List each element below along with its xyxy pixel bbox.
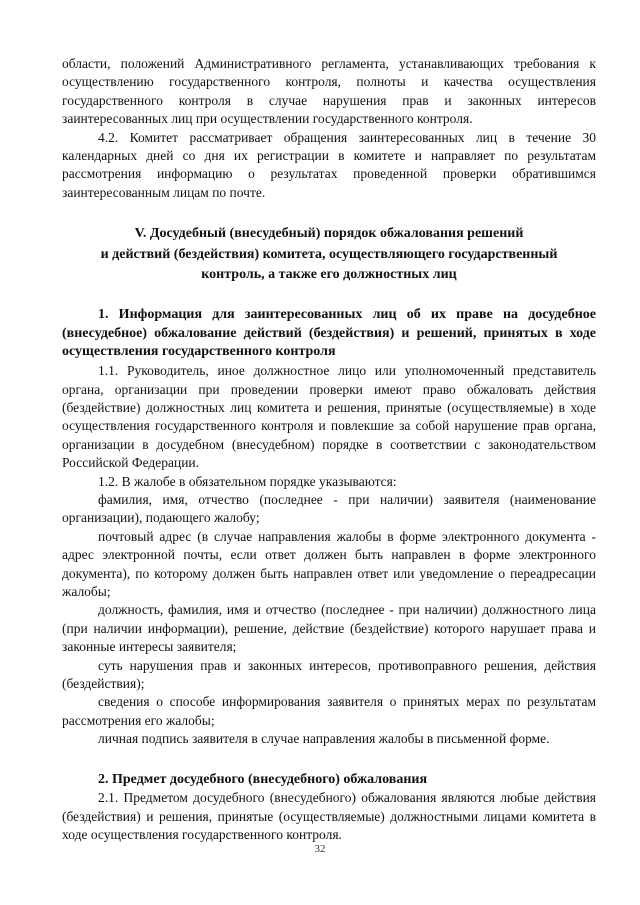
paragraph-1-1: 1.1. Руководитель, иное должностное лицо или уполномоченный представитель органа, организации при проведении проверки имеют право обжаловать действия (бездействие) должностных лиц комитета и решения, принятые (осуществляемые) в ходе осуществления государственного контроля и повлекшие за собой нарушение прав органа, организации в досудебном (внесудебном) порядке в соответствии с законодательством Российской Федерации. <box>62 363 596 471</box>
list-item-postal-address: почтовый адрес (в случае направления жалобы в форме электронного документа - адрес электронной почты, если ответ должен быть направлен в форме электронного документа), по которому должен быть направлен ответ или уведомление о переадресации жалобы; <box>62 528 596 600</box>
list-item-notification-method: сведения о способе информирования заявителя о принятых мерах по результатам рассмотрения его жалобы; <box>62 694 596 728</box>
section-title-line: контроль, а также его должностных лиц <box>201 267 457 283</box>
intro-paragraph-4-2: 4.2. Комитет рассматривает обращения заинтересованных лиц в течение 30 календарных дней со дня их регистрации в комитете и направляет по результатам рассмотрения информацию о результатах проведенной проверки обратившимся заинтересованным лицам по почте. <box>62 129 596 200</box>
paragraph-1-2: 1.2. В жалобе в обязательном порядке указываются: <box>98 473 397 489</box>
subsection-1-title: 1. Информация для заинтересованных лиц об их праве на досудебное (внесудебное) обжалование действий (бездействия) и решений, принятых в ходе осуществления государственного контроля <box>62 306 596 360</box>
list-item-applicant-name: фамилия, имя, отчество (последнее - при наличии) заявителя (наименование организации), подающего жалобу; <box>62 491 596 526</box>
document-page <box>62 55 596 845</box>
intro-paragraph-continuation: области, положений Административного регламента, устанавливающих требования к осуществлению государственного контроля, полноты и качества осуществления государственного контроля в случае нарушения прав и законных интересов заинтересованных лиц при осуществлении государственного контроля. <box>62 56 596 127</box>
list-item-official-position: должность, фамилия, имя и отчество (последнее - при наличии) должностного лица (при наличии информации), решение, действие (бездействие) которого нарушает права и законные интересы заявителя; <box>62 602 596 655</box>
section-title-line: V. Досудебный (внесудебный) порядок обжалования решений <box>134 226 524 242</box>
page-number: 32 <box>314 843 326 855</box>
list-item-violation-essence: суть нарушения прав и законных интересов, противоправного решения, действия (бездействия); <box>62 657 596 692</box>
section-title <box>62 224 596 286</box>
list-item-signature: личная подпись заявителя в случае направления жалобы в письменной форме. <box>98 731 550 747</box>
section-title-line: и действий (бездействия) комитета, осуществляющего государственный <box>100 246 558 262</box>
paragraph-2-1: 2.1. Предметом досудебного (внесудебного) обжалования являются любые действия (бездействия) и решения, принятые (осуществляемые) должностными лицами комитета в ходе осуществления государственного контроля. <box>62 790 596 843</box>
subsection-2-title: 2. Предмет досудебного (внесудебного) обжалования <box>98 771 428 787</box>
